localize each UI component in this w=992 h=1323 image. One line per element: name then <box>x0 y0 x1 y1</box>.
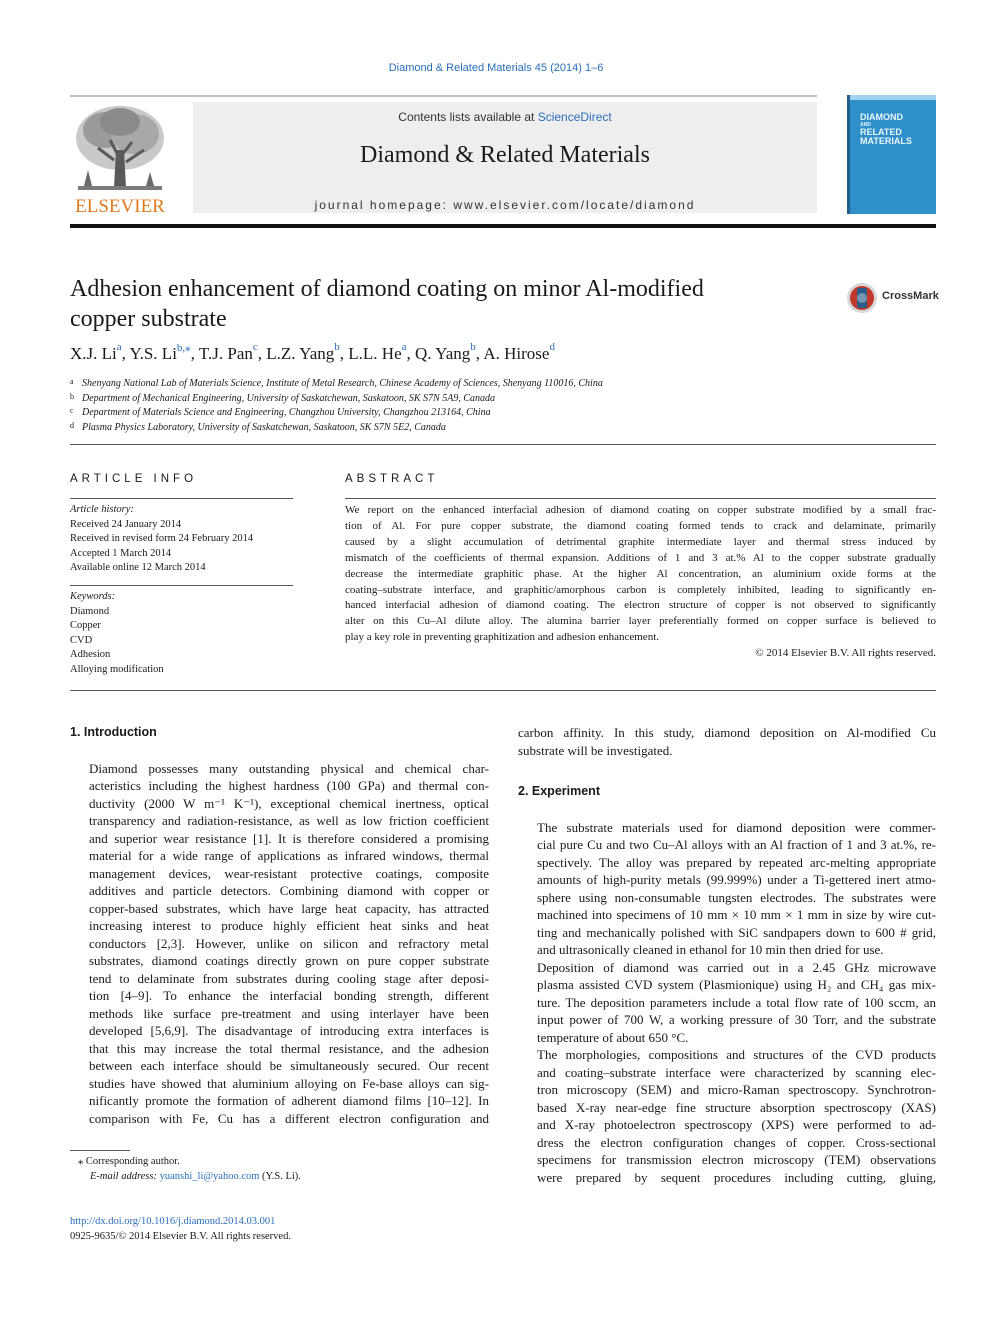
email-suffix: (Y.S. Li). <box>259 1170 301 1182</box>
author[interactable]: Y.S. $Li^{b,⁎}$, <box>129 342 199 363</box>
abstract-line: coating–substrate interface, and graphitic/amorphous carbon is completely inhibited, leading to significantly en- <box>345 583 936 596</box>
doi-block <box>70 1215 291 1244</box>
experiment-paragraph <box>518 819 936 959</box>
body-line: and ultrasonically cleaned in ethanol for 10 min then dried for use. <box>537 942 884 957</box>
abstract-copyright: © 2014 Elsevier B.V. All rights reserved. <box>755 647 936 659</box>
elsevier-logo[interactable] <box>70 100 170 218</box>
body-line: and coating–substrate interface were characterized by scanning elec- <box>537 1064 936 1080</box>
body-line: comparison with Fe, Cu has a different electron configuration and <box>89 1110 489 1126</box>
body-line: acteristics including the highest hardness (100 GPa) and thermal con- <box>89 778 489 793</box>
affiliation-marker[interactable]: d <box>549 341 555 353</box>
body-line: nificantly promote the formation of adherent diamond films [10–12]. In <box>89 1093 489 1108</box>
homepage-prefix: journal homepage: <box>314 198 454 212</box>
abstract-line: tion of Al. For pure copper substrate, the diamond coating formed tends to crack and delaminate, primarily <box>345 519 936 532</box>
intro-paragraph <box>70 760 489 1128</box>
affiliation-marker[interactable]: b <box>470 341 476 353</box>
affiliation-text: Department of Materials Science and Engineering, Changzhou University, Changzhou 213164, China <box>82 407 491 418</box>
body-line: Diamond possesses many outstanding physical and chemical char- <box>89 760 489 776</box>
left-column <box>70 724 489 1127</box>
email-label: E-mail address: <box>90 1170 160 1182</box>
affiliation-marker[interactable]: b <box>334 341 340 353</box>
author[interactable]: A. Hirose$^d$ <box>483 341 555 363</box>
affiliations <box>70 377 936 435</box>
body-line: substrates, diamond coatings directly grown on pure copper substrate <box>89 953 489 968</box>
body-line: plasma assisted CVD system (Plasmionique) using H₂ and CH₄ gas mix- <box>537 977 936 992</box>
email-note <box>70 1170 489 1185</box>
body-line: and superior wear resistance [1]. It is therefore considered a promising <box>89 830 489 846</box>
affiliation-item <box>70 406 936 421</box>
cover-strip <box>850 95 936 100</box>
sciencedirect-link[interactable]: ScienceDirect <box>537 110 612 124</box>
body-line: The morphologies, compositions and structures of the CVD products <box>537 1047 936 1062</box>
abstract-divider <box>345 498 936 499</box>
body-line: The substrate materials used for diamond deposition were commer- <box>537 819 936 835</box>
footnote <box>70 1155 489 1184</box>
cover-line: AND <box>860 122 871 128</box>
issn-copyright: 0925-9635/© 2014 Elsevier B.V. All rights reserved. <box>70 1230 291 1242</box>
article-info-divider <box>70 498 293 499</box>
history-item: Available online 12 March 2014 <box>70 562 206 573</box>
body-line: machined into specimens of 10 mm × 10 mm × 1 mm in size by wire cut- <box>537 907 936 922</box>
body-line: carbon affinity. In this study, diamond deposition on Al-modified Cu <box>518 725 936 740</box>
journal-homepage <box>193 198 817 212</box>
body-line: studies have showed that aluminium alloying on Fe-base alloys can sig- <box>89 1075 489 1091</box>
keywords-label: Keywords: <box>70 591 116 602</box>
journal-reference[interactable]: Diamond & Related Materials 45 (2014) 1–6 <box>388 62 604 74</box>
homepage-url-link[interactable]: www.elsevier.com/locate/diamond <box>453 198 696 212</box>
body-line: and X-ray photoelectron spectroscopy (XPS) were performed to ad- <box>537 1117 936 1132</box>
affiliation-label: a <box>70 377 74 386</box>
affiliation-label: d <box>70 420 74 430</box>
body-line: methods like surface pre-treatment and using interlayer have been <box>89 1005 489 1021</box>
body-line: material for a wide range of applications as infrared windows, thermal <box>89 848 489 863</box>
affiliation-label: c <box>70 406 74 415</box>
history-label: Article history: <box>70 504 134 515</box>
body-line: conductors [2,3]. However, unlike on silicon and refractory metal <box>89 935 489 951</box>
keywords <box>70 590 293 677</box>
body-line: cial pure Cu and two Cu–Al alloys with an Al fraction of 1 and 3 at.%, re- <box>537 837 936 852</box>
body-line: Deposition of diamond was carried out in a 2.45 GHz microwave <box>537 959 936 975</box>
keyword: Adhesion <box>70 649 111 660</box>
author[interactable]: T.J. Pan$^c$, <box>198 341 267 363</box>
body-line: that this may increase the total thermal resistance, and the adhesion <box>89 1040 489 1056</box>
abstract-line: play a key role in preventing graphitization and adhesion enhancement. <box>345 631 659 644</box>
body-line: transparency and radiation-resistance, as well as low friction coefficient <box>89 813 489 828</box>
header-divider <box>70 95 817 97</box>
cover-line: MATERIALS <box>860 136 912 146</box>
history-item: Received 24 January 2014 <box>70 518 182 530</box>
journal-title: Diamond & Related Materials <box>360 142 650 168</box>
body-line: between each interface should be simultaneously secured. Our recent <box>89 1058 489 1073</box>
author[interactable]: X.J. Li$^a$, <box>70 341 130 363</box>
contents-prefix: Contents lists available at <box>398 110 538 124</box>
affiliation-text: Shenyang National Lab of Materials Science, Institute of Metal Research, Chinese Academy of Sciences, Shenyang 110016, China <box>82 378 603 389</box>
affiliation-text: Plasma Physics Laboratory, University of Saskatchewan, Saskatoon, SK S7N 5E2, Canada <box>82 421 446 433</box>
body-line: ting and mechanically polished with SiC sandpapers down to 600 # grid, <box>537 924 936 940</box>
keyword: CVD <box>70 634 93 646</box>
abstract-line: caused by a slight accumulation of detrimental graphite intermediate layer and thermal stress induced by <box>345 535 936 548</box>
body-line: ductivity (2000 W m⁻¹ K⁻¹), exceptional chemical inertness, optical <box>89 795 489 811</box>
article-title <box>70 274 790 334</box>
affiliation-marker[interactable]: a <box>401 341 407 353</box>
header-thick-rule <box>70 224 936 228</box>
keyword: Alloying modification <box>70 663 164 675</box>
affiliation-item <box>70 421 936 436</box>
affiliation-item <box>70 392 936 407</box>
affiliation-marker[interactable]: a <box>116 341 122 353</box>
crossmark-badge[interactable] <box>846 281 938 315</box>
doi-link[interactable]: http://dx.doi.org/10.1016/j.diamond.2014.03.001 <box>70 1216 276 1227</box>
contents-line <box>193 110 817 124</box>
body-line: specimens for transmission electron microscopy (TEM) observations <box>537 1152 936 1167</box>
keyword: Diamond <box>70 605 110 617</box>
body-line: copper-based substrates, which have large heat capacity, has attracted <box>89 900 489 916</box>
author-list <box>70 341 936 364</box>
body-line: were prepared by sequent procedures including cutting, gluing, <box>537 1169 936 1185</box>
article-info-heading: ARTICLE INFO <box>70 473 198 485</box>
journal-cover-image[interactable] <box>847 95 936 214</box>
abstract-line: hanced interfacial adhesion of diamond coating. The electron structure of copper is not observed to significantly <box>345 599 936 612</box>
body-line: based X-ray near-edge fine structure absorption spectroscopy (XAS) <box>537 1099 936 1115</box>
abstract-line: mismatch of the coefficients of thermal expansion. Additions of 1 and 3 at.% Al to the copper substrate gradually <box>345 551 936 564</box>
email-link[interactable]: yuanshi_li@yahoo.com <box>159 1170 260 1182</box>
abstract-line: alter on this Cu–Al dilute alloy. The alumina barrier layer preferentially formed on copper surface is believed to <box>345 615 936 628</box>
abstract-line: We report on the enhanced interfacial adhesion of diamond coating on copper substrate modified by a small frac- <box>345 504 936 516</box>
article-info-divider <box>70 585 293 586</box>
body-line: developed [5,6,9]. The disadvantage of introducing extra interfaces is <box>89 1023 489 1038</box>
author[interactable]: L.L. He$^a$, <box>348 341 416 363</box>
affiliation-item <box>70 377 936 392</box>
intro-continuation <box>518 724 936 759</box>
affiliation-label: b <box>70 391 74 401</box>
body-line: additives and particle detectors. Combining diamond with copper or <box>89 883 489 898</box>
experiment-paragraph <box>518 1046 936 1186</box>
crossmark-label: CrossMark <box>882 290 939 302</box>
experiment-heading: 2. Experiment <box>518 784 600 798</box>
corresponding-author-note: ⁎ Corresponding author. <box>78 1156 180 1167</box>
title-line: Adhesion enhancement of diamond coating on minor Al-modified <box>70 276 704 302</box>
body-line: input power of 700 W, a working pressure of 30 Torr, and the substrate <box>537 1012 936 1027</box>
author[interactable]: L.Z. Yang$^b$, <box>266 341 349 363</box>
cover-line: DIAMOND <box>860 112 903 122</box>
body-line: sphere using non-consumable tungsten electrodes. The substrates were <box>537 889 936 905</box>
journal-masthead <box>193 102 817 213</box>
section-divider <box>70 690 936 691</box>
author[interactable]: Q. Yang$^b$, <box>415 341 484 363</box>
body-line: spectively. The alloy was prepared by repeated arc-melting appropriate <box>537 854 936 870</box>
right-column <box>518 724 936 1186</box>
spacer <box>518 759 936 783</box>
abstract-line: decrease the intermediate graphitic phase. At the higher Al concentration, an aluminium oxide forms at the <box>345 567 936 580</box>
affiliation-marker[interactable]: b,⁎ <box>176 342 191 354</box>
body-line: management devices, wear-resistant protective coatings, composite <box>89 865 489 881</box>
body-line: amounts of high-purity metals (99.999%) under a Ti-gettered inert atmo- <box>537 872 936 887</box>
body-line: tend to delaminate from substrates during cooling stage after deposi- <box>89 970 489 986</box>
body-line: substrate will be investigated. <box>518 742 673 758</box>
experiment-paragraph <box>518 959 936 1047</box>
title-line: copper substrate <box>70 306 227 332</box>
history-item: Accepted 1 March 2014 <box>70 547 172 559</box>
cover-title <box>860 113 912 146</box>
body-line: temperature of about 650 °C. <box>537 1029 689 1045</box>
cover-line: RELATED <box>860 127 902 137</box>
history-item: Received in revised form 24 February 2014 <box>70 533 254 544</box>
keyword: Copper <box>70 620 101 631</box>
body-line: tron microscopy (SEM) and micro-Raman spectroscopy. Synchrotron- <box>537 1082 936 1097</box>
body-line: increasing interest to produce highly efficient heat sinks and heat <box>89 918 489 933</box>
section-divider <box>70 444 936 445</box>
footnote-rule <box>70 1150 130 1151</box>
introduction-heading: 1. Introduction <box>70 725 157 739</box>
crossmark-icon <box>846 281 878 315</box>
abstract-body <box>345 503 936 646</box>
abstract-heading: ABSTRACT <box>345 473 439 485</box>
article-history <box>70 503 293 576</box>
elsevier-wordmark: ELSEVIER <box>75 196 165 217</box>
body-line: tion [4–9]. To enhance the interfacial bonding strength, different <box>89 988 489 1003</box>
body-line: dress the electron configuration changes of copper. Cross-sectional <box>537 1134 936 1150</box>
body-line: ture. The deposition parameters include a total flow rate of 100 sccm, an <box>537 994 936 1010</box>
elsevier-tree-icon <box>70 100 170 218</box>
affiliation-marker[interactable]: c <box>252 341 258 353</box>
affiliation-text: Department of Mechanical Engineering, University of Saskatchewan, Saskatoon, SK S7N 5A9, Canada <box>82 392 495 404</box>
